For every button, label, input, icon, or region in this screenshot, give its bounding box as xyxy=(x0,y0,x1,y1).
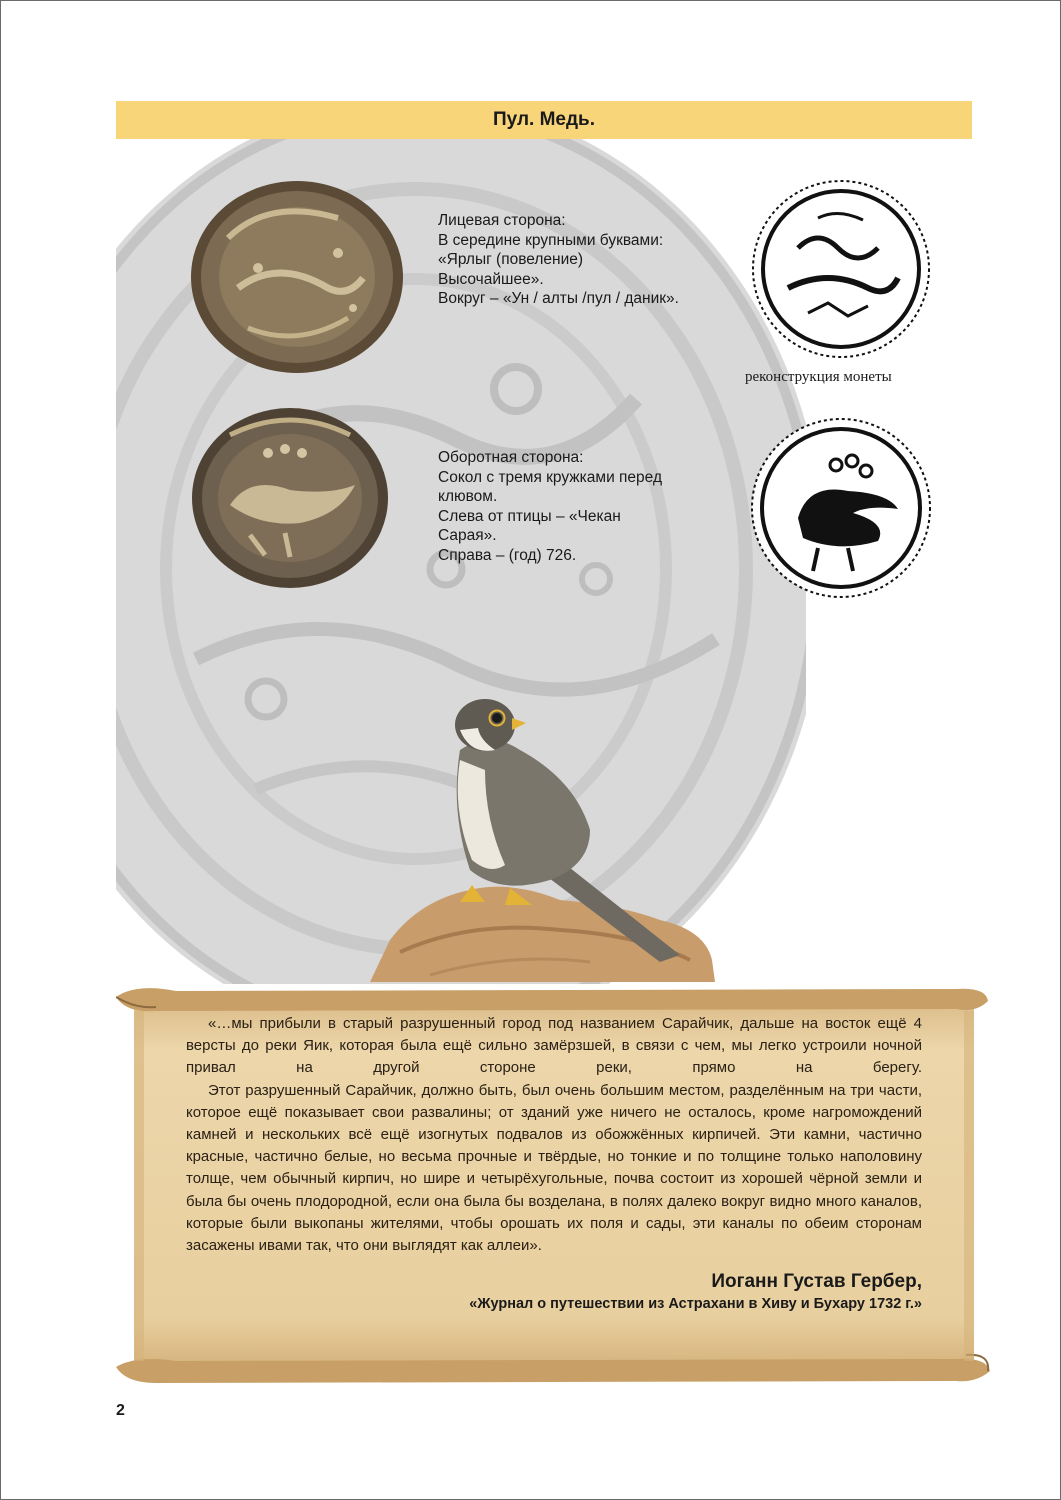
reconstruction-caption: реконструкция монеты xyxy=(745,369,892,385)
quote-paragraph xyxy=(186,1013,922,1080)
falcon-on-rock-image xyxy=(360,690,720,990)
quote-line: осталось, кроме нагромождений камней и нескольких всё ещё изогнутых подвалов xyxy=(186,1103,922,1144)
quote-line: с чем, мы легко устроили ночной привал на другой стороне реки, прямо на берегу. xyxy=(186,1037,922,1077)
reverse-reconstruction-drawing xyxy=(748,413,934,608)
obverse-line: Лицевая сторона: xyxy=(438,212,566,229)
quote-line: из обожжённых кирпичей. Эти камни, частично красные, частично белые, но весьма xyxy=(186,1126,922,1166)
obverse-description xyxy=(438,211,679,309)
page-number: 2 xyxy=(116,1402,125,1419)
quote-line: «…мы прибыли в старый разрушенный город под названием Сарайчик, дальше xyxy=(208,1015,795,1032)
reverse-line: Сокол с тремя кружками перед xyxy=(438,468,662,486)
title-bar xyxy=(116,101,972,139)
quote-attribution xyxy=(469,1271,922,1312)
quote-paragraph xyxy=(186,1080,922,1258)
obverse-line: В середине крупными буквами: xyxy=(438,231,664,249)
quote-line: на восток ещё 4 версты до реки Яик, которая была ещё сильно замёрзшей, в связи xyxy=(186,1015,923,1055)
quote-line: на три части, которое ещё показывает свои развалины; от зданий уже ничего не xyxy=(186,1081,922,1121)
obverse-line: Вокруг – «Ун / алты /пул / даник». xyxy=(438,290,679,307)
source-title: «Журнал о путешествии из Астрахани в Хиву и Бухару 1732 г.» xyxy=(469,1296,922,1312)
quote-line: много каналов, которые были выкопаны жителями, чтобы орошать их поля и сады, xyxy=(186,1192,922,1232)
author-name: Иоганн Густав Гербер, xyxy=(711,1271,922,1292)
quote-line: прочные и твёрдые, но тонкие и по толщине только наполовину толще, чем обычный xyxy=(186,1148,922,1188)
reverse-line: клювом. xyxy=(438,488,498,505)
obverse-line: «Ярлыг (повеление) xyxy=(438,251,584,268)
reverse-coin-photo xyxy=(190,405,390,596)
reverse-line: Сарая». xyxy=(438,527,497,544)
quote-scroll xyxy=(116,983,992,1385)
page-title: Пул. Медь. xyxy=(492,109,595,130)
quote-line: кирпич, но шире и четырёхугольные, почва состоит из хорошей чёрной земли и была xyxy=(186,1170,922,1210)
obverse-line: Высочайшее». xyxy=(438,270,544,288)
reverse-line: Справа – (год) 726. xyxy=(438,546,577,564)
reverse-line: Слева от птицы – «Чекан xyxy=(438,507,621,525)
quote-line: эти каналы по обеим сторонам засажены ивами так, что они выглядят как аллеи». xyxy=(186,1214,922,1255)
quote-line: бы очень плодородной, если она была бы возделана, в полях далеко вокруг видно xyxy=(226,1192,812,1210)
obverse-coin-photo xyxy=(188,178,406,381)
reverse-description xyxy=(438,448,662,565)
obverse-reconstruction-drawing xyxy=(748,178,934,365)
quote-text xyxy=(186,1013,922,1257)
quote-line: Этот разрушенный Сарайчик, должно быть, был очень большим местом, разделённым xyxy=(208,1081,824,1099)
reverse-line: Оборотная сторона: xyxy=(438,449,584,466)
